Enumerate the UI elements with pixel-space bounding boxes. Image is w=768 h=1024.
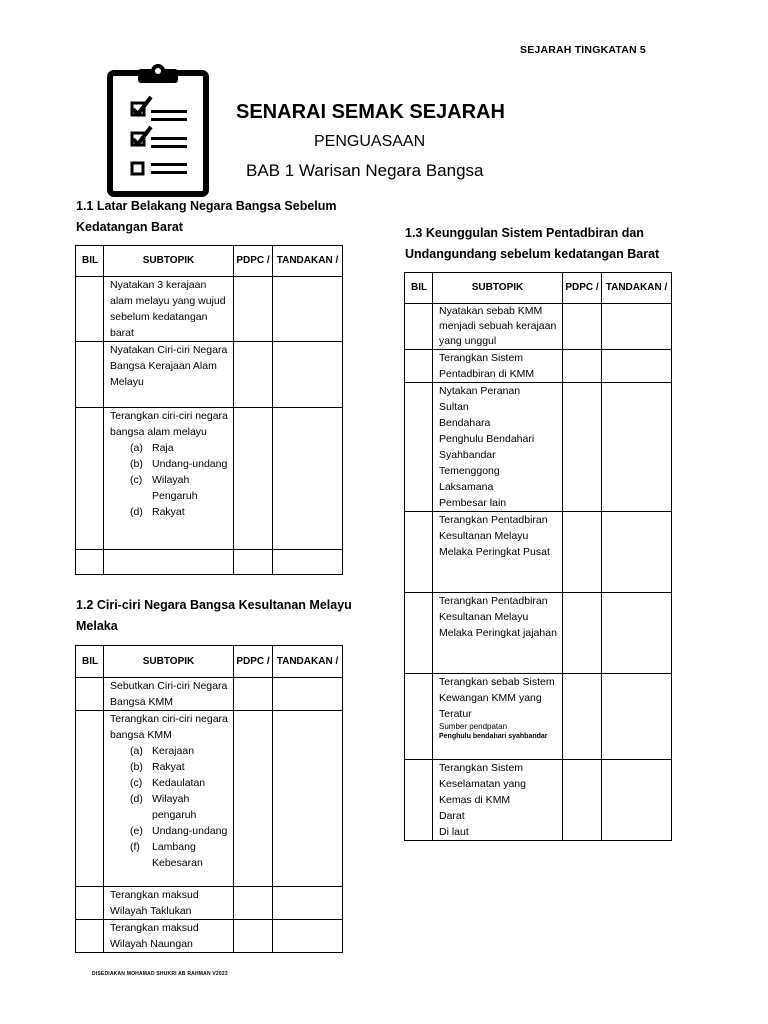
subtopic-cell — [433, 760, 563, 841]
tandakan-checkbox[interactable] — [273, 550, 343, 575]
role-line: Laksamana — [439, 481, 494, 493]
section-1-3-heading: 1.3 Keunggulan Sistem Pentadbiran dan Undangundang sebelum kedatangan Barat — [405, 226, 660, 261]
pdpc-checkbox[interactable] — [234, 277, 273, 342]
footer-credit: DISEDIAKAN MOHAMAD SHUKRI AB RAHMAN V2023 — [92, 971, 228, 977]
list-item: (d) Rakyat — [130, 506, 185, 518]
pdpc-checkbox[interactable] — [563, 512, 602, 593]
role-line: Penghulu Bendahari — [439, 433, 535, 445]
tandakan-checkbox[interactable] — [602, 383, 672, 512]
tandakan-checkbox[interactable] — [602, 760, 672, 841]
tandakan-checkbox[interactable] — [602, 350, 672, 383]
subtopic-text: Terangkan sebab Sistem Kewangan KMM yang Teratur — [439, 676, 555, 720]
role-line: Sultan — [439, 401, 469, 413]
tandakan-checkbox[interactable] — [602, 674, 672, 760]
note-line: Penghulu bendahari syahbandar — [439, 733, 548, 740]
subtopic-cell — [104, 550, 234, 575]
subtopic-cell: Sebutkan Ciri-ciri Negara Bangsa KMM — [104, 678, 234, 711]
page-title: SENARAI SEMAK SEJARAH — [236, 101, 505, 123]
list-item: (c) Kedaulatan — [130, 777, 206, 789]
role-line: Pembesar lain — [439, 497, 507, 509]
bil-cell — [76, 408, 104, 550]
pdpc-checkbox[interactable] — [563, 383, 602, 512]
bil-cell — [405, 760, 433, 841]
bil-cell — [405, 304, 433, 350]
pdpc-checkbox[interactable] — [563, 350, 602, 383]
role-line: Temenggong — [439, 465, 500, 477]
bil-cell — [76, 550, 104, 575]
subtopic-cell: Nyatakan Ciri-ciri Negara Bangsa Kerajaan Alam Melayu — [104, 342, 234, 408]
list-item: (e) Undang-undang — [130, 825, 228, 837]
col-tandakan: TANDAKAN / — [602, 273, 672, 304]
subtopic-text: Nytakan Peranan — [439, 385, 521, 397]
pdpc-checkbox[interactable] — [234, 920, 273, 953]
subtopic-text: Terangkan ciri-ciri negara bangsa KMM — [110, 713, 228, 741]
list-item: (f) Lambang Kebesaran — [130, 841, 203, 869]
bil-cell — [76, 711, 104, 887]
chapter-title: BAB 1 Warisan Negara Bangsa — [246, 161, 484, 180]
bil-cell — [76, 887, 104, 920]
pdpc-checkbox[interactable] — [234, 550, 273, 575]
tandakan-checkbox[interactable] — [273, 920, 343, 953]
role-line: Darat — [439, 810, 465, 822]
tandakan-checkbox[interactable] — [273, 342, 343, 408]
subject-label: SEJARAH TINGKATAN 5 — [520, 44, 646, 56]
subtopic-cell: Nyatakan sebab KMM menjadi sebuah kerajaan yang unggul — [433, 304, 563, 350]
list-item: (d) Wilayah pengaruh — [130, 793, 197, 821]
col-bil: BIL — [405, 273, 433, 304]
col-bil: BIL — [76, 246, 104, 277]
tandakan-checkbox[interactable] — [273, 277, 343, 342]
page-subtitle: PENGUASAAN — [314, 133, 426, 150]
bil-cell — [76, 342, 104, 408]
subtopic-cell: Terangkan Pentadbiran Kesultanan Melayu Melaka Peringkat jajahan — [433, 593, 563, 674]
col-pdpc: PDPC / — [234, 646, 273, 678]
col-pdpc: PDPC / — [234, 246, 273, 277]
subtopic-cell: Terangkan maksud Wilayah Taklukan — [104, 887, 234, 920]
pdpc-checkbox[interactable] — [563, 760, 602, 841]
subtopic-list — [110, 440, 230, 520]
col-pdpc: PDPC / — [563, 273, 602, 304]
subtopic-cell: Terangkan Pentadbiran Kesultanan Melayu Melaka Peringkat Pusat — [433, 512, 563, 593]
pdpc-checkbox[interactable] — [234, 711, 273, 887]
subtopic-cell — [433, 674, 563, 760]
subtopic-cell: Terangkan Sistem Pentadbiran di KMM — [433, 350, 563, 383]
col-tandakan: TANDAKAN / — [273, 646, 343, 678]
list-item: (a) Raja — [130, 442, 174, 454]
pdpc-checkbox[interactable] — [563, 304, 602, 350]
checklist-table-1-1 — [75, 245, 343, 575]
bil-cell — [76, 920, 104, 953]
pdpc-checkbox[interactable] — [234, 887, 273, 920]
bil-cell — [405, 350, 433, 383]
list-item: (a) Kerajaan — [130, 745, 195, 757]
bil-cell — [76, 678, 104, 711]
tandakan-checkbox[interactable] — [273, 678, 343, 711]
col-bil: BIL — [76, 646, 104, 678]
pdpc-checkbox[interactable] — [563, 674, 602, 760]
role-line: Bendahara — [439, 417, 491, 429]
pdpc-checkbox[interactable] — [563, 593, 602, 674]
subtopic-cell — [104, 711, 234, 887]
col-subtopik: SUBTOPIK — [104, 246, 234, 277]
subtopic-text: Terangkan ciri-ciri negara bangsa alam melayu — [110, 410, 228, 438]
role-line: Syahbandar — [439, 449, 496, 461]
tandakan-checkbox[interactable] — [602, 512, 672, 593]
pdpc-checkbox[interactable] — [234, 408, 273, 550]
col-subtopik: SUBTOPIK — [433, 273, 563, 304]
col-subtopik: SUBTOPIK — [104, 646, 234, 678]
subtopic-cell: Nyatakan 3 kerajaan alam melayu yang wujud sebelum kedatangan barat — [104, 277, 234, 342]
subtopic-text: Terangkan Sistem Keselamatan yang Kemas di KMM — [439, 762, 526, 806]
note-line: Sumber pendpatan — [439, 722, 508, 731]
list-item: (b) Undang-undang — [130, 458, 228, 470]
bil-cell — [76, 277, 104, 342]
tandakan-checkbox[interactable] — [273, 408, 343, 550]
list-item: (c) Wilayah Pengaruh — [130, 474, 198, 502]
section-1-1-heading: 1.1 Latar Belakang Negara Bangsa Sebelum Kedatangan Barat — [76, 199, 337, 234]
subtopic-cell — [104, 408, 234, 550]
checklist-table-1-2 — [75, 645, 343, 953]
bil-cell — [405, 383, 433, 512]
clipboard-checklist-icon — [106, 63, 210, 198]
tandakan-checkbox[interactable] — [602, 304, 672, 350]
subtopic-list — [110, 743, 230, 871]
role-line: Di laut — [439, 826, 469, 838]
section-1-2-heading: 1.2 Ciri-ciri Negara Bangsa Kesultanan Melayu Melaka — [76, 598, 352, 633]
tandakan-checkbox[interactable] — [602, 593, 672, 674]
pdpc-checkbox[interactable] — [234, 342, 273, 408]
checklist-table-1-3 — [404, 272, 672, 841]
tandakan-checkbox[interactable] — [273, 887, 343, 920]
subtopic-cell — [433, 383, 563, 512]
col-tandakan: TANDAKAN / — [273, 246, 343, 277]
list-item: (b) Rakyat — [130, 761, 185, 773]
bil-cell — [405, 674, 433, 760]
subtopic-cell: Terangkan maksud Wilayah Naungan — [104, 920, 234, 953]
pdpc-checkbox[interactable] — [234, 678, 273, 711]
bil-cell — [405, 593, 433, 674]
bil-cell — [405, 512, 433, 593]
tandakan-checkbox[interactable] — [273, 711, 343, 887]
